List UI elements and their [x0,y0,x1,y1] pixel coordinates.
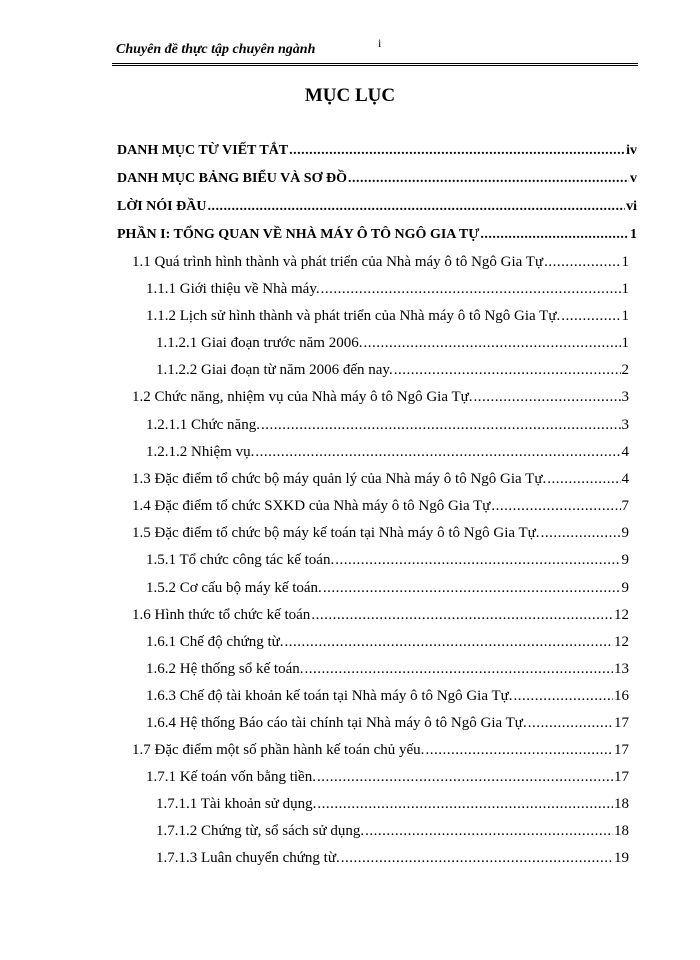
toc-entry-title: 1.1.2 Lịch sử hình thành và phát triển của Nhà máy ô tô Ngô Gia Tự. [146,308,561,324]
toc-leader-dots [547,468,620,490]
toc-entry-page: 3 [621,417,629,433]
toc-entry-title: 1.6.4 Hệ thống Báo cáo tài chính tại Nhà máy ô tô Ngô Gia Tự. [146,715,527,731]
toc-entry-title: 1.1.2.2 Giai đoạn từ năm 2006 đến nay. [156,362,393,378]
toc-entry-page: 1 [621,281,629,297]
toc-entry[interactable] [156,359,629,381]
toc-entry[interactable] [146,278,629,300]
toc-entry-title: 1.6.3 Chế độ tài khoản kế toán tại Nhà máy ô tô Ngô Gia Tự. [146,688,513,704]
toc-leader-dots [304,658,613,680]
toc-entry-page: 13 [614,661,629,677]
toc-entry-page: 9 [621,552,629,568]
toc-leader-dots [323,577,621,599]
toc-entry-page: 12 [614,607,629,623]
toc-entry[interactable] [146,305,629,327]
toc-entry[interactable] [132,739,629,761]
toc-entry-title: 1.7.1 Kế toán vốn bằng tiền. [146,769,316,785]
toc-entry[interactable] [146,549,629,571]
toc-entry-page: 7 [621,498,629,514]
toc-entry[interactable] [146,712,629,734]
toc-entry[interactable] [117,140,637,162]
toc-entry-title: LỜI NÓI ĐẦU [117,199,207,214]
toc-entry-title: 1.7 Đặc điểm một số phần hành kế toán chủ yếu. [132,742,425,758]
header-title: Chuyên đề thực tập chuyên ngành [116,42,316,57]
toc-leader-dots [285,631,614,653]
toc-entry-page: 16 [614,688,629,704]
toc-leader-dots [528,712,613,734]
toc-entry-page: 1 [621,308,629,324]
toc-entry-title: 1.3 Đặc điểm tổ chức bộ máy quản lý của Nhà máy ô tô Ngô Gia Tự. [132,471,547,487]
toc-entry[interactable] [117,224,637,246]
toc-leader-dots [289,140,625,162]
toc-entry-title: 1.5.2 Cơ cấu bộ máy kế toán. [146,580,322,596]
toc-leader-dots [474,386,621,408]
toc-entry-page: 18 [614,796,629,812]
toc-entry-page: 2 [621,362,629,378]
toc-entry[interactable] [146,414,629,436]
toc-entry-page: 17 [614,715,629,731]
toc-leader-dots [480,224,629,246]
toc-entry[interactable] [132,522,629,544]
toc-leader-dots [341,847,613,869]
toc-leader-dots [514,685,613,707]
toc-entry-title: PHẦN I: TỔNG QUAN VỀ NHÀ MÁY Ô TÔ NGÔ GIA TỰ [117,227,480,242]
toc-leader-dots [425,739,613,761]
toc-entry-page: 4 [621,471,629,487]
toc-leader-dots [544,251,620,273]
toc-entry-page: 1 [621,335,629,351]
toc-leader-dots [317,793,613,815]
toc-entry-page: 18 [614,823,629,839]
toc-entry-page: 1 [630,227,637,242]
toc-entry-page: vi [626,199,637,214]
toc-leader-dots [311,604,613,626]
toc-entry-title: 1.7.1.2 Chứng từ, sổ sách sử dụng. [156,823,365,839]
toc-entry-title: 1.1 Quá trình hình thành và phát triển của Nhà máy ô tô Ngô Gia Tự [132,254,544,270]
toc-entry[interactable] [146,766,629,788]
page-number: i [378,36,382,50]
toc-leader-dots [348,168,629,190]
toc-entry-page: 9 [621,580,629,596]
page-header [112,36,636,63]
toc-entry-title: 1.5.1 Tổ chức công tác kế toán. [146,552,335,568]
toc-entry-page: 17 [614,769,629,785]
toc-leader-dots [365,820,613,842]
toc-entry-title: 1.6 Hình thức tổ chức kế toán [132,607,311,623]
toc-entry[interactable] [146,631,629,653]
toc-entry-page: 4 [621,444,629,460]
toc-entry[interactable] [132,495,629,517]
toc-leader-dots [261,414,621,436]
toc-entry[interactable] [146,685,629,707]
toc-entry-title: 1.1.1 Giới thiệu về Nhà máy. [146,281,320,297]
toc-entry[interactable] [132,251,629,273]
toc-entry-title: 1.6.2 Hệ thống sổ kế toán. [146,661,304,677]
document-title: MỤC LỤC [304,85,396,106]
toc-leader-dots [541,522,621,544]
toc-entry[interactable] [117,196,637,218]
toc-entry-title: 1.1.2.1 Giai đoạn trước năm 2006. [156,335,363,351]
toc-entry-page: 19 [614,850,629,866]
toc-entry-page: v [630,171,637,186]
toc-entry-page: 17 [614,742,629,758]
toc-leader-dots [207,196,625,218]
toc-entry[interactable] [132,604,629,626]
toc-entry-title: 1.4 Đặc điểm tổ chức SXKD của Nhà máy ô tô Ngô Gia Tự [132,498,491,514]
header-rule [112,63,638,66]
toc-entry-title: DANH MỤC BẢNG BIỂU VÀ SƠ ĐỒ [117,171,347,186]
toc-entry[interactable] [146,577,629,599]
toc-leader-dots [321,278,621,300]
toc-entry-page: iv [626,143,637,158]
toc-entry[interactable] [156,847,629,869]
toc-entry[interactable] [156,332,629,354]
toc-entry-title: 1.7.1.1 Tài khoản sử dụng. [156,796,317,812]
toc-entry[interactable] [146,441,629,463]
toc-entry-title: 1.2.1.1 Chức năng. [146,417,260,433]
toc-entry-title: 1.5 Đặc điểm tổ chức bộ máy kế toán tại Nhà máy ô tô Ngô Gia Tự. [132,525,540,541]
toc-leader-dots [335,549,620,571]
toc-entry-title: 1.6.1 Chế độ chứng từ. [146,634,284,650]
toc-entry[interactable] [132,468,629,490]
toc-entry-title: 1.7.1.3 Luân chuyển chứng từ. [156,850,340,866]
toc-entry[interactable] [156,793,629,815]
toc-entry-page: 12 [614,634,629,650]
toc-leader-dots [363,332,620,354]
toc-entry[interactable] [117,168,637,190]
toc-entry[interactable] [146,658,629,680]
toc-entry-page: 1 [621,254,629,270]
toc-entry-title: DANH MỤC TỪ VIẾT TẮT [117,143,289,158]
toc-leader-dots [394,359,621,381]
toc-leader-dots [491,495,620,517]
toc-entry-page: 9 [621,525,629,541]
toc-leader-dots [317,766,613,788]
toc-entry-title: 1.2 Chức năng, nhiệm vụ của Nhà máy ô tô Ngô Gia Tự. [132,389,473,405]
toc-entry-title: 1.2.1.2 Nhiệm vụ. [146,444,255,460]
toc-leader-dots [561,305,620,327]
toc-entry-page: 3 [621,389,629,405]
toc-leader-dots [255,441,620,463]
toc-entry[interactable] [156,820,629,842]
toc-entry[interactable] [132,386,629,408]
